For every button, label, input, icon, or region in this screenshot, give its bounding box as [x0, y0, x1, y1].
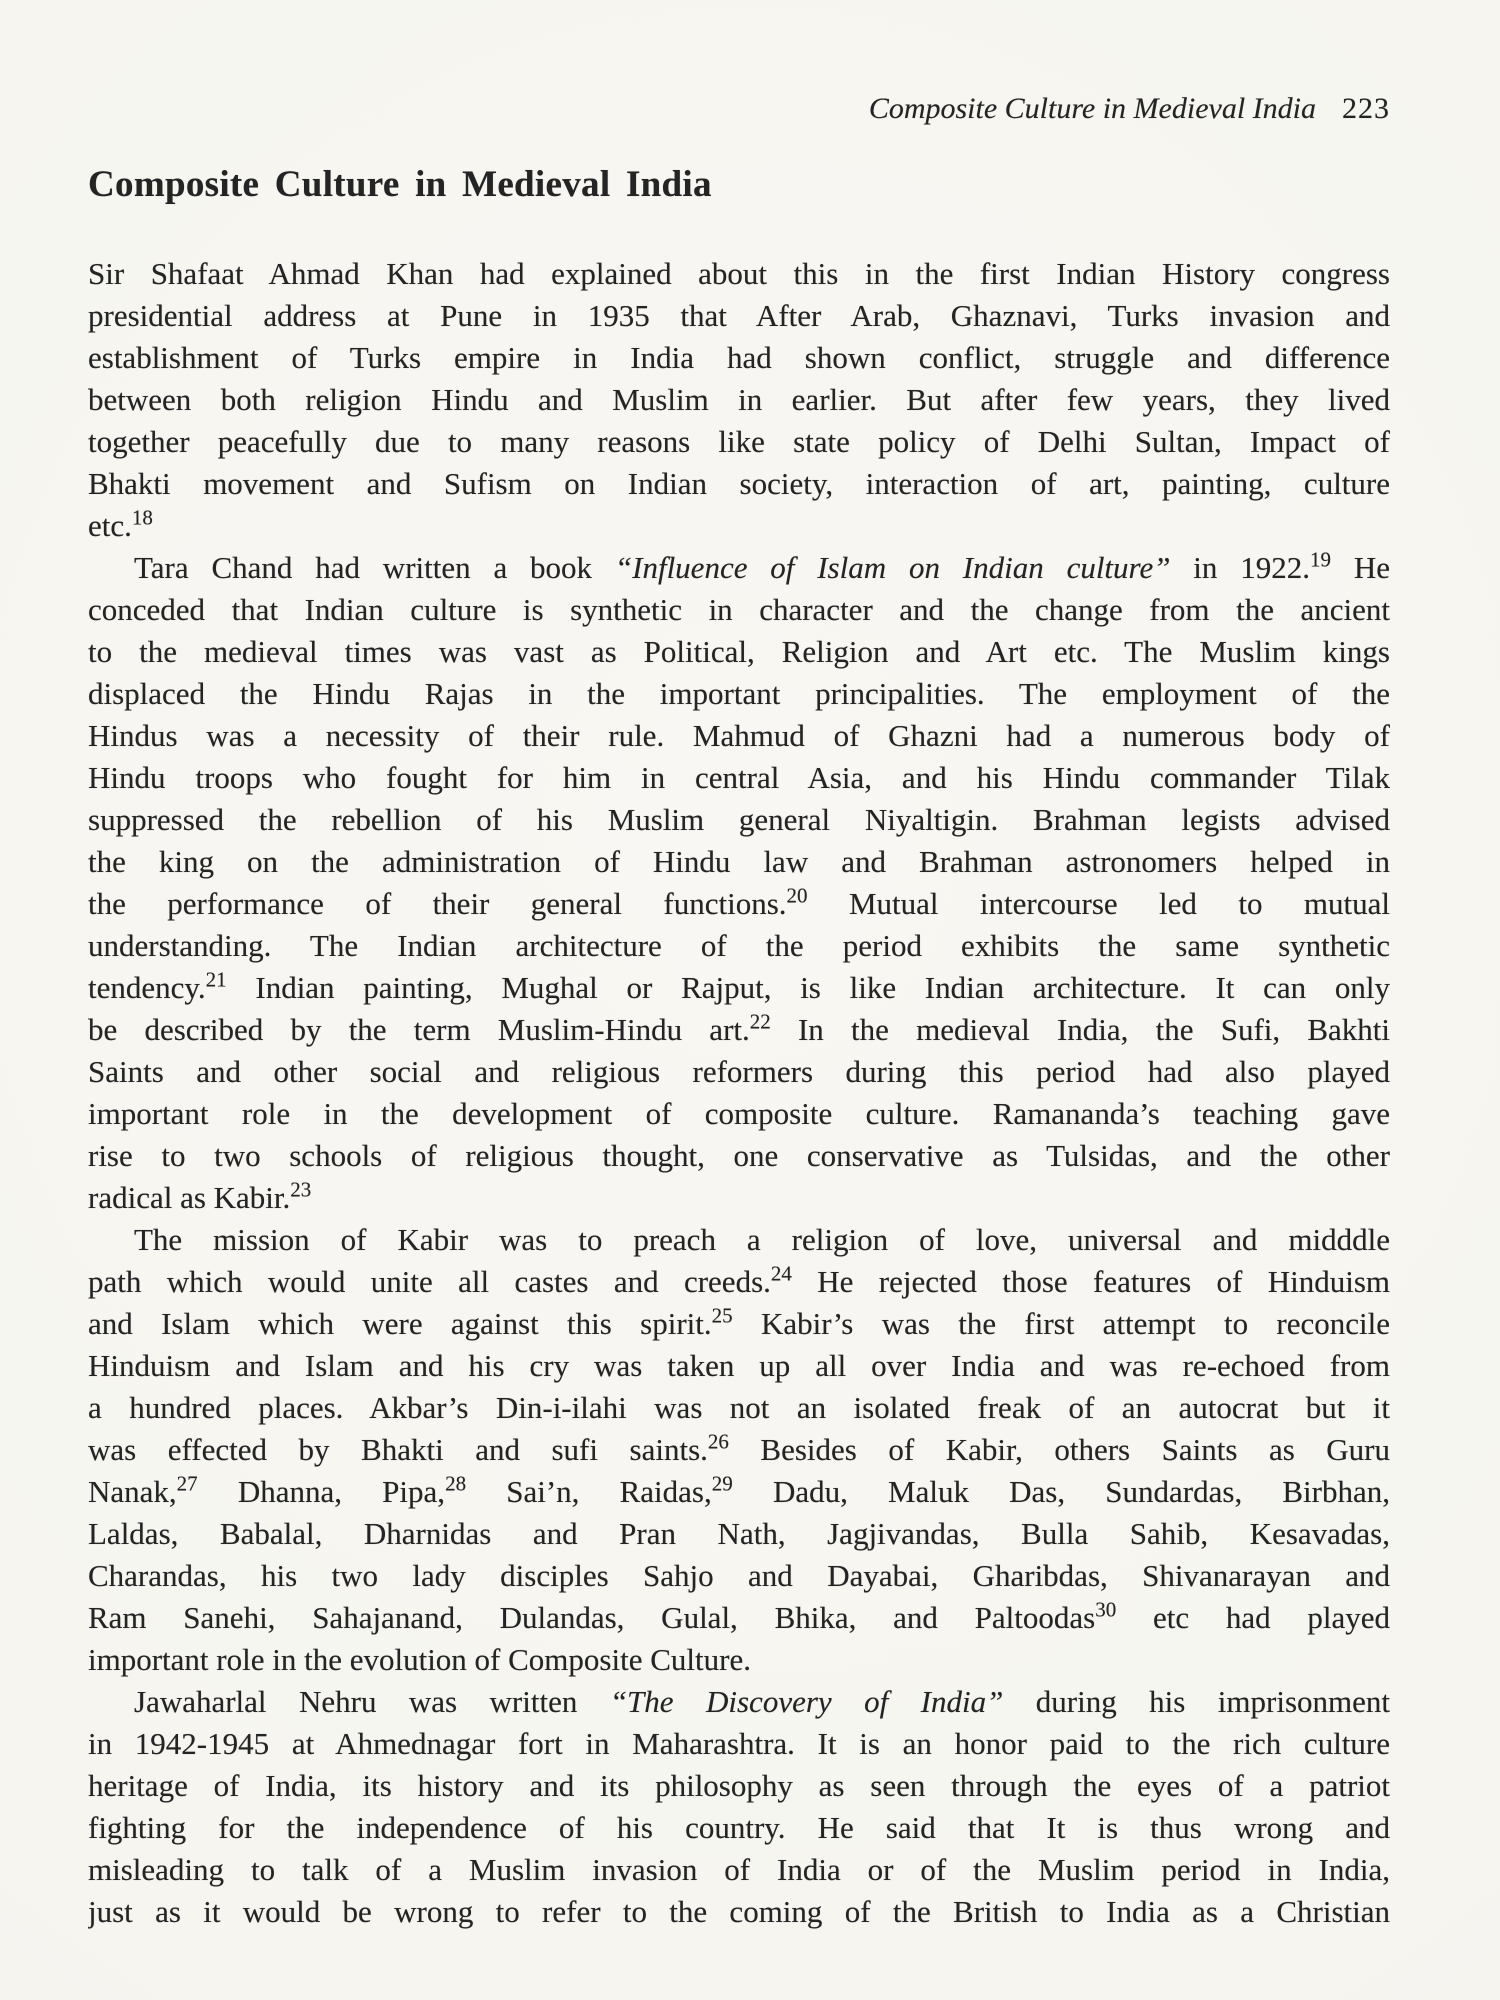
book-title-text: “The Discovery of India” [609, 1684, 1004, 1719]
text-segment: together peacefully due to many reasons like state policy of Delhi Sultan, Impact of [88, 424, 1390, 459]
text-line [88, 1387, 1390, 1429]
text-segment: tendency. [88, 970, 206, 1005]
text-segment: Saints and other social and religious reformers during this period had also played [88, 1054, 1390, 1089]
text-line [88, 1471, 1390, 1513]
text-line [88, 253, 1390, 295]
text-line [88, 337, 1390, 379]
text-line [88, 799, 1390, 841]
chapter-title: Composite Culture in Medieval India [88, 164, 712, 205]
text-line [88, 1177, 1390, 1219]
text-segment: the performance of their general functions. [88, 886, 787, 921]
footnote-ref: 18 [131, 505, 153, 530]
text-line [88, 1597, 1390, 1639]
footnote-ref: 30 [1095, 1597, 1117, 1622]
text-segment: He [1331, 550, 1390, 585]
text-line [88, 967, 1390, 1009]
text-line [88, 505, 1390, 547]
text-segment: Laldas, Babalal, Dharnidas and Pran Nath, Jagjivandas, Bulla Sahib, Kesavadas, [88, 1516, 1390, 1551]
text-segment: Ram Sanehi, Sahajanand, Dulandas, Gulal, Bhika, and Paltoodas [88, 1600, 1096, 1635]
text-line [88, 1555, 1390, 1597]
text-segment: in 1942-1945 at Ahmednagar fort in Maharashtra. It is an honor paid to the rich culture [88, 1726, 1390, 1761]
paragraph [88, 547, 1390, 1219]
body-text [88, 253, 1390, 1933]
text-line [88, 1513, 1390, 1555]
running-header [88, 92, 1390, 126]
text-segment: between both religion Hindu and Muslim in earlier. But after few years, they lived [88, 382, 1390, 417]
text-segment: Sir Shafaat Ahmad Khan had explained about this in the first Indian History congress [88, 256, 1390, 291]
book-title-text: “Influence of Islam on Indian culture” [614, 550, 1171, 585]
text-line [88, 1681, 1390, 1723]
text-line [88, 421, 1390, 463]
footnote-ref: 27 [176, 1471, 198, 1496]
text-line [88, 1345, 1390, 1387]
text-line [88, 1765, 1390, 1807]
text-line [88, 631, 1390, 673]
paragraph [88, 1681, 1390, 1933]
text-segment: Hinduism and Islam and his cry was taken up all over India and was re-echoed from [88, 1348, 1390, 1383]
text-line [88, 1891, 1390, 1933]
footnote-ref: 28 [445, 1471, 467, 1496]
text-segment: important role in the evolution of Composite Culture. [88, 1642, 751, 1677]
text-line [88, 1009, 1390, 1051]
text-line [88, 463, 1390, 505]
footnote-ref: 25 [711, 1303, 733, 1328]
text-line [88, 1429, 1390, 1471]
text-line [88, 547, 1390, 589]
footnote-ref: 29 [711, 1471, 733, 1496]
text-segment: Dadu, Maluk Das, Sundardas, Birbhan, [732, 1474, 1390, 1509]
text-segment: Dhanna, Pipa, [197, 1474, 446, 1509]
footnote-ref: 22 [749, 1009, 771, 1034]
text-segment: presidential address at Pune in 1935 that After Arab, Ghaznavi, Turks invasion and [88, 298, 1390, 333]
text-segment: Indian painting, Mughal or Rajput, is like Indian architecture. It can only [226, 970, 1390, 1005]
text-line [88, 1135, 1390, 1177]
paragraph [88, 253, 1390, 547]
text-segment: Sai’n, Raidas, [466, 1474, 712, 1509]
text-line [88, 1219, 1390, 1261]
text-line [88, 379, 1390, 421]
text-line [88, 1849, 1390, 1891]
text-segment: during his imprisonment [1003, 1684, 1390, 1719]
text-segment: displaced the Hindu Rajas in the important principalities. The employment of the [88, 676, 1390, 711]
text-segment: path which would unite all castes and creeds. [88, 1264, 771, 1299]
text-line [88, 715, 1390, 757]
text-segment: conceded that Indian culture is synthetic in character and the change from the ancient [88, 592, 1390, 627]
text-line [88, 757, 1390, 799]
text-segment: etc had played [1116, 1600, 1390, 1635]
text-line [88, 1261, 1390, 1303]
text-line [88, 1639, 1390, 1681]
text-line [88, 295, 1390, 337]
text-segment: In the medieval India, the Sufi, Bakhti [770, 1012, 1390, 1047]
text-line [88, 925, 1390, 967]
text-segment: Kabir’s was the first attempt to reconcile [732, 1306, 1390, 1341]
footnote-ref: 19 [1310, 547, 1331, 572]
text-line [88, 589, 1390, 631]
text-segment: suppressed the rebellion of his Muslim general Niyaltigin. Brahman legists advised [88, 802, 1390, 837]
text-line [88, 841, 1390, 883]
text-segment: important role in the development of composite culture. Ramananda’s teaching gave [88, 1096, 1390, 1131]
text-segment: in 1922. [1170, 550, 1310, 585]
text-segment: Charandas, his two lady disciples Sahjo and Dayabai, Gharibdas, Shivanarayan and [88, 1558, 1390, 1593]
text-line [88, 1723, 1390, 1765]
text-segment: Mutual intercourse led to mutual [807, 886, 1390, 921]
page-number: 223 [1342, 92, 1390, 125]
text-segment: Nanak, [88, 1474, 177, 1509]
text-segment: be described by the term Muslim-Hindu art. [88, 1012, 750, 1047]
text-segment: understanding. The Indian architecture of the period exhibits the same synthetic [88, 928, 1390, 963]
text-segment: fighting for the independence of his country. He said that It is thus wrong and [88, 1810, 1390, 1845]
text-segment: Tara Chand had written a book [134, 550, 615, 585]
text-line [88, 673, 1390, 715]
text-segment: establishment of Turks empire in India had shown conflict, struggle and difference [88, 340, 1390, 375]
text-line [88, 1051, 1390, 1093]
text-segment: was effected by Bhakti and sufi saints. [88, 1432, 708, 1467]
text-segment: Hindu troops who fought for him in central Asia, and his Hindu commander Tilak [88, 760, 1390, 795]
text-segment: just as it would be wrong to refer to the coming of the British to India as a Christian [88, 1894, 1390, 1929]
text-segment: The mission of Kabir was to preach a religion of love, universal and midddle [134, 1222, 1390, 1257]
text-segment: etc. [88, 508, 132, 543]
footnote-ref: 20 [786, 883, 808, 908]
text-line [88, 1303, 1390, 1345]
running-header-title: Composite Culture in Medieval India [868, 92, 1316, 125]
text-segment: the king on the administration of Hindu law and Brahman astronomers helped in [88, 844, 1390, 879]
text-segment: Bhakti movement and Sufism on Indian society, interaction of art, painting, culture [88, 466, 1390, 501]
text-segment: misleading to talk of a Muslim invasion of India or of the Muslim period in India, [88, 1852, 1390, 1887]
text-line [88, 883, 1390, 925]
paragraph [88, 1219, 1390, 1681]
text-segment: Besides of Kabir, others Saints as Guru [728, 1432, 1390, 1467]
text-segment: Jawaharlal Nehru was written [134, 1684, 610, 1719]
text-segment: a hundred places. Akbar’s Din-i-ilahi was not an isolated freak of an autocrat but it [88, 1390, 1390, 1425]
text-line [88, 1807, 1390, 1849]
text-segment: to the medieval times was vast as Political, Religion and Art etc. The Muslim kings [88, 634, 1390, 669]
text-segment: Hindus was a necessity of their rule. Mahmud of Ghazni had a numerous body of [88, 718, 1390, 753]
text-segment: radical as Kabir. [88, 1180, 291, 1215]
footnote-ref: 21 [205, 967, 227, 992]
text-segment: rise to two schools of religious thought, one conservative as Tulsidas, and the other [88, 1138, 1390, 1173]
text-segment: He rejected those features of Hinduism [791, 1264, 1390, 1299]
text-line [88, 1093, 1390, 1135]
footnote-ref: 26 [707, 1429, 729, 1454]
text-segment: and Islam which were against this spirit. [88, 1306, 712, 1341]
footnote-ref: 23 [290, 1177, 312, 1202]
footnote-ref: 24 [770, 1261, 792, 1286]
text-segment: heritage of India, its history and its philosophy as seen through the eyes of a patriot [88, 1768, 1390, 1803]
